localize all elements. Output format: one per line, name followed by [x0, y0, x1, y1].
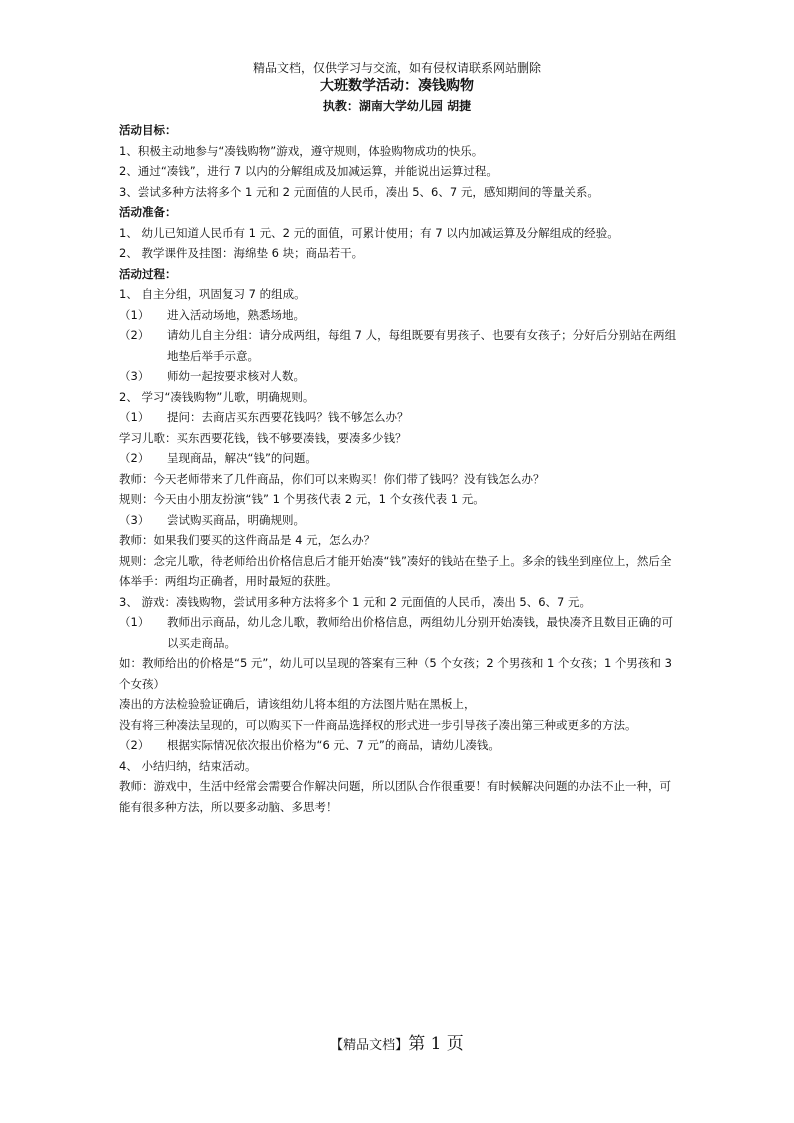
prep-item: 1、 幼儿已知道人民币有 1 元、2 元的面值，可累计使用；有 7 以内加减运算及分解组成的经验。	[119, 225, 619, 240]
substep-text: 请幼儿自主分组：请分成两组，每组 7 人，每组既要有男孩子、也要有女孩子；分好后分别站在两组地垫后举手示意。	[167, 328, 677, 363]
substep-text: 提问：去商店买东西要花钱吗？钱不够怎么办？	[167, 410, 409, 424]
page-title: 大班数学活动：凑钱购物	[320, 78, 474, 94]
substep-text: 师幼一起按要求核对人数。	[167, 369, 305, 383]
watermark-text: 精品文档，仅供学习与交流，如有侵权请联系网站删除	[252, 61, 541, 75]
substep-text: 进入活动场地，熟悉场地。	[167, 307, 305, 322]
section-heading-prep: 活动准备：	[119, 205, 177, 219]
section-heading-goals: 活动目标：	[119, 123, 177, 137]
document-body	[119, 120, 679, 817]
rule-line: 规则：念完儿歌，待老师给出价格信息后才能开始凑“钱”凑好的钱站在垫子上。多余的钱坐到座位上，然后全体举手：两组均正确者，用时最短的获胜。	[119, 553, 672, 588]
page-footer	[0, 1032, 794, 1058]
process-step: 4、 小结归纳，结束活动。	[119, 758, 257, 773]
teacher-line: 教师：今天老师带来了几件商品，你们可以来购买！你们带了钱吗？没有钱怎么办？	[119, 471, 545, 486]
substep-number: （2）	[119, 328, 150, 342]
substep-number: （2）	[119, 451, 150, 465]
substep-text: 教师出示商品，幼儿念儿歌，教师给出价格信息，两组幼儿分别开始凑钱，最快凑齐且数目正确的可以买走商品。	[167, 615, 673, 650]
goal-item: 2、通过“凑钱”，进行 7 以内的分解组成及加减运算，并能说出运算过程。	[119, 164, 498, 178]
process-substep	[119, 448, 679, 469]
process-step: 3、 游戏：凑钱购物，尝试用多种方法将多个 1 元和 2 元面值的人民币，凑出 5、6、7 元。	[119, 594, 591, 609]
page-number: 第 1 页	[408, 1034, 464, 1054]
process-substep	[119, 735, 679, 756]
substep-text: 尝试购买商品，明确规则。	[167, 512, 305, 527]
goal-item: 3、尝试多种方法将多个 1 元和 2 元面值的人民币，凑出 5、6、7 元，感知期间的等量关系。	[119, 184, 599, 199]
substep-number: （1）	[119, 615, 150, 629]
process-substep	[119, 325, 679, 366]
goal-item: 1、积极主动地参与“凑钱购物”游戏，遵守规则，体验购物成功的快乐。	[119, 143, 484, 158]
rhyme-text: 学习儿歌：买东西要花钱，钱不够要凑钱，要凑多少钱？	[119, 430, 407, 445]
prep-item: 2、 教学课件及挂图：海绵垫 6 块；商品若干。	[119, 246, 364, 260]
process-substep	[119, 612, 679, 653]
substep-number: （1）	[119, 410, 150, 424]
guide-line: 没有将三种凑法呈现的，可以购买下一件商品选择权的形式进一步引导孩子凑出第三种或更多的方法。	[119, 717, 637, 732]
rule-line: 规则：今天由小朋友扮演“钱” 1 个男孩代表 2 元，1 个女孩代表 1 元。	[119, 492, 485, 506]
substep-text: 根据实际情况依次报出价格为“6 元、7 元”的商品，请幼儿凑钱。	[167, 738, 500, 752]
process-substep	[119, 305, 679, 326]
process-step: 2、 学习“凑钱购物”儿歌，明确规则。	[119, 389, 315, 404]
page-subtitle: 执教：湖南大学幼儿园 胡捷	[322, 99, 472, 113]
substep-number: （3）	[119, 512, 150, 527]
substep-text: 呈现商品，解决“钱”的问题。	[167, 451, 317, 465]
process-substep	[119, 366, 679, 387]
footer-tag: 【精品文档】	[330, 1038, 409, 1053]
section-heading-process: 活动过程：	[119, 266, 177, 281]
process-substep	[119, 510, 679, 531]
substep-number: （2）	[119, 738, 150, 752]
example-line: 如：教师给出的价格是“5 元”，幼儿可以呈现的答案有三种（5 个女孩；2 个男孩和 1 个女孩；1 个男孩和 3 个女孩）	[119, 656, 672, 691]
verify-line: 凑出的方法检验验证确后，请该组幼儿将本组的方法图片贴在黑板上，	[119, 697, 476, 711]
process-substep	[119, 407, 679, 428]
teacher-line: 教师：如果我们要买的这件商品是 4 元，怎么办？	[119, 533, 376, 547]
process-step: 1、 自主分组，巩固复习 7 的组成。	[119, 287, 306, 301]
substep-number: （3）	[119, 369, 150, 383]
substep-number: （1）	[119, 307, 150, 322]
teacher-line: 教师：游戏中，生活中经常会需要合作解决问题，所以团队合作很重要！有时候解决问题的办法不止一种，可能有很多种方法，所以要多动脑、多思考！	[119, 779, 671, 814]
